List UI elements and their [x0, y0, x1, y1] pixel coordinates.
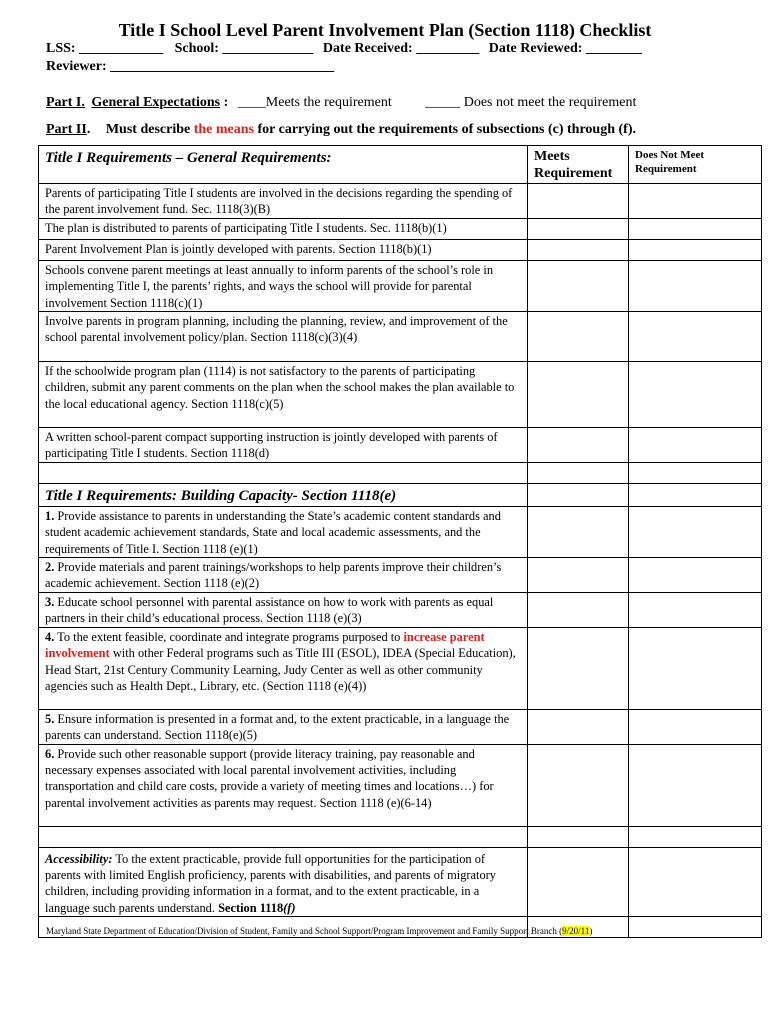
footer-date: 9/20/11: [562, 926, 590, 936]
table-row: [39, 239, 762, 260]
not-meet-checkbox-cell[interactable]: [629, 506, 762, 557]
meets-checkbox-cell[interactable]: [528, 218, 629, 239]
meets-checkbox-cell: [528, 483, 629, 506]
part-two-dot: .: [86, 122, 91, 137]
accessibility-body: To the extent practicable, provide full opportunities for the participation of parents with limited English proficiency, parents with disabilities, and parents of migratory children, including providing information in a format, and to the extent practicable, in a language such parents understand.: [45, 851, 497, 915]
requirement-text: If the schoolwide program plan (1114) is not satisfactory to the parents of participating children, submit any parent comments on the plan when the school makes the plan available to the local educational agency. Section 1118(c)(5): [39, 362, 528, 428]
header-line-1: [46, 41, 642, 57]
meets-checkbox-cell[interactable]: [528, 847, 629, 917]
footer-text: Maryland State Department of Education/Division of Student, Family and School Support/Program Improvement and Family Support Branch (: [46, 926, 563, 936]
table-row: [39, 362, 762, 428]
part-two-highlight: the means: [193, 122, 254, 137]
spacer-row: [39, 826, 762, 847]
not-meet-checkbox-cell[interactable]: [629, 184, 762, 219]
spacer-cell: [528, 826, 629, 847]
does-not-meet-option[interactable]: _____ Does not meet the requirement: [425, 95, 637, 110]
requirement-text: [39, 558, 528, 593]
footer-close: ): [589, 926, 593, 936]
spacer-cell: [528, 462, 629, 483]
accessibility-label: Accessibility:: [45, 851, 113, 866]
not-meet-checkbox-cell[interactable]: [629, 218, 762, 239]
footer: [46, 926, 592, 936]
item-text: Provide such other reasonable support (provide literacy training, pay reasonable and necessary expenses associated with local parental involvement activities, including transportation and child care costs, provide a variety of meeting times and locations…) for parental involvement activities as parents may request. Section 1118 (e)(6-14): [45, 746, 494, 810]
date-reviewed-label: Date Reviewed:: [488, 41, 583, 56]
spacer-cell: [39, 462, 528, 483]
general-section-heading: Title I Requirements – General Requirements:: [39, 146, 528, 184]
lss-label: LSS:: [46, 41, 76, 56]
part-two-text-before: Must describe: [105, 122, 191, 137]
requirement-text: Parent Involvement Plan is jointly developed with parents. Section 1118(b)(1): [39, 239, 528, 260]
not-meet-checkbox-cell: [629, 483, 762, 506]
reviewer-label: Reviewer:: [46, 59, 107, 74]
requirement-text: Parents of participating Title I students are involved in the decisions regarding the spending of the parent involvement fund. Sec. 1118(3)(B): [39, 184, 528, 219]
item-text: Provide assistance to parents in understanding the State’s academic content standards and student academic achievement standards, State and local academic assessments, and the requirements of Title I. Section 1118 (e)(1): [45, 508, 501, 556]
not-meet-checkbox-cell[interactable]: [629, 558, 762, 593]
table-row: [39, 506, 762, 557]
table-row: [39, 428, 762, 463]
not-meet-checkbox-cell[interactable]: [629, 627, 762, 709]
table-row: [39, 184, 762, 219]
not-meet-checkbox-cell[interactable]: [629, 428, 762, 463]
meets-checkbox-cell[interactable]: [528, 627, 629, 709]
general-header-row: [39, 146, 762, 184]
accessibility-section-f: (f): [283, 900, 296, 915]
item-number: 4.: [45, 629, 55, 644]
spacer-cell: [629, 917, 762, 938]
not-meet-checkbox-cell[interactable]: [629, 709, 762, 744]
requirement-text: [39, 627, 528, 709]
date-reviewed-field[interactable]: ________: [585, 41, 642, 56]
not-meet-checkbox-cell[interactable]: [629, 312, 762, 362]
part-two: [46, 122, 636, 138]
part-one-label: Part I.: [46, 95, 85, 110]
part-one: [46, 95, 636, 111]
item-number: 3.: [45, 594, 55, 609]
requirement-text: [39, 592, 528, 627]
accessibility-section: Section 1118: [218, 900, 284, 915]
item-number: 1.: [45, 508, 55, 523]
reviewer-field[interactable]: ________________________________: [110, 59, 335, 74]
item-text-after: with other Federal programs such as Title III (ESOL), IDEA (Special Education), Head Start, 21st Century Community Learning, Judy Center as well as other community agencies such as Health Dept., Library, etc. (Section 1118 (e)(4)): [45, 646, 516, 693]
requirement-text: The plan is distributed to parents of participating Title I students. Sec. 1118(b)(1): [39, 218, 528, 239]
header-line-2: [46, 59, 334, 75]
accessibility-text: [39, 847, 528, 917]
not-meet-checkbox-cell[interactable]: [629, 592, 762, 627]
meets-checkbox-cell[interactable]: [528, 506, 629, 557]
capacity-section-heading: Title I Requirements: Building Capacity- Section 1118(e): [39, 483, 528, 506]
table-row: [39, 592, 762, 627]
table-row: [39, 558, 762, 593]
page-title: Title I School Level Parent Involvement Plan (Section 1118) Checklist: [118, 20, 652, 40]
meets-checkbox-cell[interactable]: [528, 744, 629, 826]
part-one-heading: General Expectations: [91, 95, 221, 110]
meets-checkbox-cell[interactable]: [528, 592, 629, 627]
table-row: [39, 744, 762, 826]
table-row: [39, 627, 762, 709]
not-meet-checkbox-cell[interactable]: [629, 847, 762, 917]
requirement-text: Involve parents in program planning, including the planning, review, and improvement of the school parental involvement policy/plan. Section 1118(c)(3)(4): [39, 312, 528, 362]
capacity-header-row: [39, 483, 762, 506]
requirement-text: [39, 709, 528, 744]
meets-checkbox-cell[interactable]: [528, 709, 629, 744]
item-number: 6.: [45, 746, 55, 761]
spacer-cell: [39, 826, 528, 847]
checklist-table: [38, 145, 762, 938]
accessibility-row: [39, 847, 762, 917]
date-received-field[interactable]: _________: [416, 41, 480, 56]
item-text: Ensure information is presented in a format and, to the extent practicable, in a language the parents can understand. Section 1118(e)(5): [45, 711, 510, 743]
not-meet-checkbox-cell[interactable]: [629, 744, 762, 826]
meets-checkbox-cell[interactable]: [528, 239, 629, 260]
table-row: [39, 260, 762, 311]
not-meet-column-header: Does Not Meet Requirement: [629, 146, 762, 184]
item-highlight: increase parent involvement: [45, 629, 485, 661]
not-meet-checkbox-cell[interactable]: [629, 260, 762, 311]
part-two-label: Part II: [46, 122, 87, 137]
meets-checkbox-cell[interactable]: [528, 558, 629, 593]
table-row: [39, 709, 762, 744]
school-field[interactable]: _____________: [222, 41, 314, 56]
meets-checkbox-cell[interactable]: [528, 184, 629, 219]
meets-checkbox-cell[interactable]: [528, 428, 629, 463]
spacer-row: [39, 462, 762, 483]
item-number: 5.: [45, 711, 55, 726]
item-text: Educate school personnel with parental assistance on how to work with parents as equal partners in their child’s educational process. Section 1118 (e)(3): [45, 594, 494, 626]
meets-requirement-option[interactable]: ____Meets the requirement: [237, 95, 392, 110]
table-row: [39, 218, 762, 239]
part-two-text-after: for carrying out the requirements of subsections (c) through (f).: [257, 122, 636, 137]
meets-checkbox-cell[interactable]: [528, 312, 629, 362]
school-label: School:: [174, 41, 219, 56]
spacer-cell: [629, 462, 762, 483]
meets-checkbox-cell[interactable]: [528, 362, 629, 428]
not-meet-checkbox-cell[interactable]: [629, 362, 762, 428]
date-received-label: Date Received:: [322, 41, 413, 56]
requirement-text: [39, 506, 528, 557]
meets-checkbox-cell[interactable]: [528, 260, 629, 311]
lss-field[interactable]: ____________: [79, 41, 164, 56]
requirement-text: Schools convene parent meetings at least annually to inform parents of the school’s role in implementing Title I, the parents’ rights, and ways the school will provide for parental involvement Section 1118(c)(1): [39, 260, 528, 311]
part-one-colon: :: [223, 95, 229, 110]
requirement-text: [39, 744, 528, 826]
table-row: [39, 312, 762, 362]
item-text-before: To the extent feasible, coordinate and integrate programs purposed to: [57, 629, 401, 644]
requirement-text: A written school-parent compact supporting instruction is jointly developed with parents of participating Title I students. Section 1118(d): [39, 428, 528, 463]
meets-column-header: Meets Requirement: [528, 146, 629, 184]
spacer-cell: [629, 826, 762, 847]
item-number: 2.: [45, 560, 55, 575]
item-text: Provide materials and parent trainings/workshops to help parents improve their children’s academic achievement. Section 1118 (e)(2): [45, 560, 502, 591]
not-meet-checkbox-cell[interactable]: [629, 239, 762, 260]
